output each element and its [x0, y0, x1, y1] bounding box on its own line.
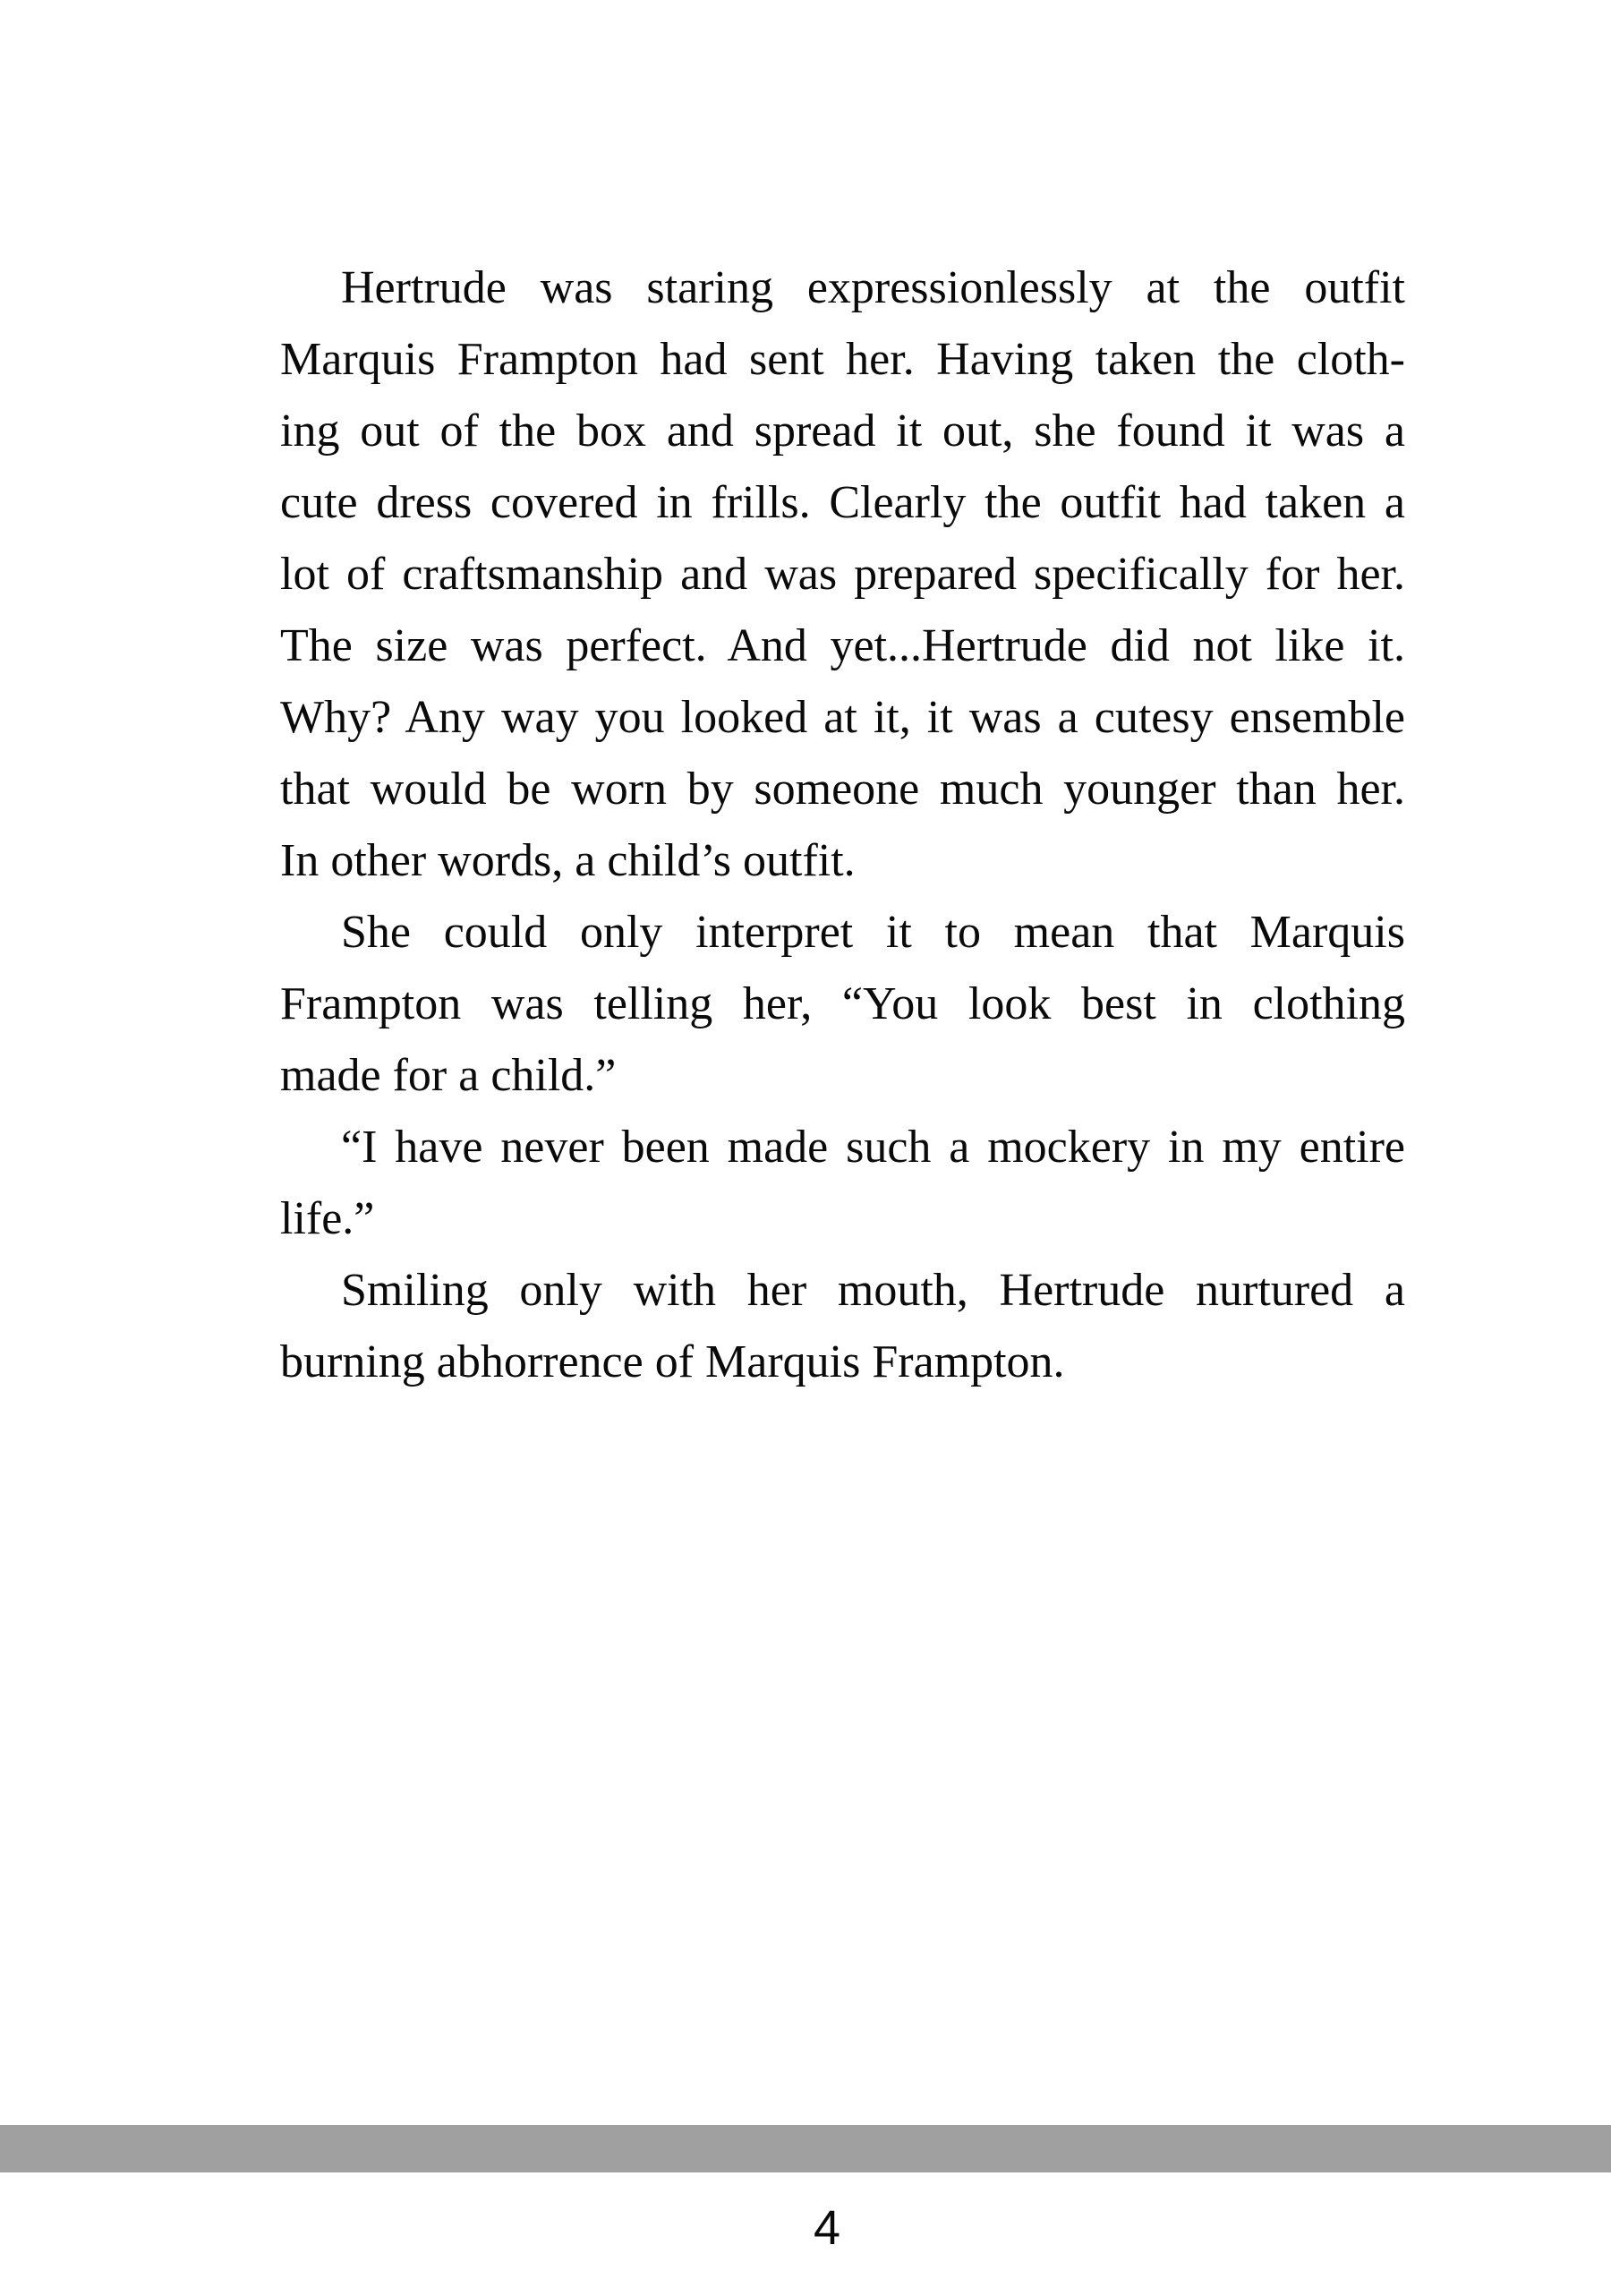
paragraph [280, 252, 1405, 897]
page-text [280, 252, 1405, 1398]
text-line: She could only interpret it to mean that Marquis [341, 907, 1405, 958]
text-line: Hertrude was staring expressionlessly at the outfit [341, 262, 1405, 313]
text-line: The size was perfect. And yet...Hertrude did not like it. [280, 620, 1405, 671]
text-line: ing out of the box and spread it out, she found it was a [280, 405, 1405, 457]
text-line: life.” [280, 1193, 375, 1244]
text-line: Why? Any way you looked at it, it was a cutesy ensemble [280, 692, 1405, 743]
text-line: Smiling only with her mouth, Hertrude nurtured a [341, 1265, 1405, 1316]
text-line: burning abhorrence of Marquis Frampton. [280, 1336, 1065, 1387]
text-line: lot of craftsmanship and was prepared specifically for her. [280, 549, 1405, 600]
reader-progress-bar[interactable] [0, 2125, 1611, 2172]
text-line: made for a child.” [280, 1050, 617, 1101]
text-line: Frampton was telling her, “You look best in clothing [280, 978, 1405, 1029]
text-line: cute dress covered in frills. Clearly the outfit had taken a [280, 477, 1405, 528]
text-line: “I have never been made such a mockery in my entire [341, 1122, 1405, 1173]
paragraph [280, 1255, 1405, 1398]
text-line: Marquis Frampton had sent her. Having taken the cloth- [280, 334, 1405, 385]
text-line: that would be worn by someone much younger than her. [280, 764, 1405, 815]
page-number: 4 [813, 2201, 841, 2255]
paragraph [280, 897, 1405, 1112]
text-line: In other words, a child’s outfit. [280, 835, 856, 886]
paragraph [280, 1112, 1405, 1255]
